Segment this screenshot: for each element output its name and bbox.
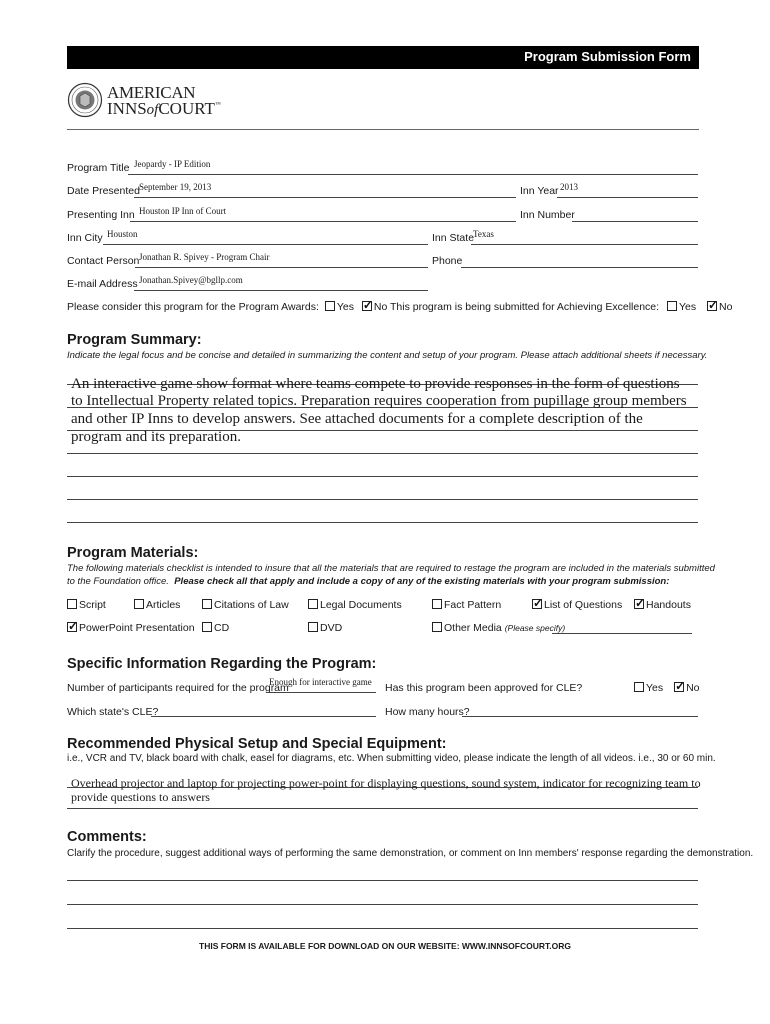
inn-state-label: Inn State	[432, 232, 475, 244]
handouts-checkbox[interactable]	[634, 599, 644, 609]
cle-no-checkbox[interactable]	[674, 682, 684, 692]
program-awards-yes-label: Yes	[336, 301, 354, 313]
date-presented-label: Date Presented	[67, 185, 140, 197]
email-field[interactable]	[134, 290, 428, 291]
inn-year-field[interactable]	[557, 197, 698, 198]
inn-city-field[interactable]	[103, 244, 428, 245]
other-media-checkbox[interactable]	[432, 622, 442, 632]
dvd-checkbox[interactable]	[308, 622, 318, 632]
material-option-fact-pattern[interactable]: Fact Pattern	[432, 599, 501, 611]
comments-line[interactable]	[67, 904, 698, 905]
material-option-handouts[interactable]: ✓ Handouts	[634, 599, 691, 611]
material-option-legal-documents[interactable]: Legal Documents	[308, 599, 402, 611]
summary-line[interactable]	[67, 522, 698, 523]
setup-text-line: Overhead projector and laptop for projecting power-point for displaying questions, sound system, indicator for recognizing team to	[71, 776, 701, 790]
articles-checkbox[interactable]	[134, 599, 144, 609]
material-option-list-of-questions[interactable]: ✓ List of Questions	[532, 599, 622, 611]
summary-line[interactable]	[67, 499, 698, 500]
list-of-questions-checkbox[interactable]	[532, 599, 542, 609]
comments-heading: Comments:	[67, 829, 147, 845]
physical-setup-heading: Recommended Physical Setup and Special Equipment:	[67, 736, 447, 752]
program-awards-no-label: No	[373, 301, 388, 313]
achieving-excellence-yes-checkbox[interactable]	[667, 301, 677, 311]
cle-no-label: No	[686, 682, 700, 694]
header-rule	[67, 129, 699, 130]
script-checkbox[interactable]	[67, 599, 77, 609]
logo-text-inns-of-court: INNSofCOURT™	[107, 99, 221, 118]
comments-line[interactable]	[67, 880, 698, 881]
inn-state-value: Texas	[473, 229, 494, 239]
cd-checkbox[interactable]	[202, 622, 212, 632]
program-awards-row	[67, 301, 387, 313]
comments-line[interactable]	[67, 928, 698, 929]
date-presented-field[interactable]	[134, 197, 516, 198]
program-summary-heading: Program Summary:	[67, 332, 202, 348]
program-title-value: Jeopardy - IP Edition	[134, 159, 211, 169]
contact-person-value: Jonathan R. Spivey - Program Chair	[139, 252, 270, 262]
program-awards-yes-checkbox[interactable]	[325, 301, 335, 311]
setup-text-line: provide questions to answers	[71, 790, 210, 804]
citations-checkbox[interactable]	[202, 599, 212, 609]
form-title-bar	[67, 46, 699, 69]
inn-state-field[interactable]	[471, 244, 698, 245]
summary-text-line: An interactive game show format where teams compete to provide responses in the form of questions	[71, 376, 680, 392]
logo-text-american: AMERICAN	[107, 83, 196, 102]
presenting-inn-field[interactable]	[130, 221, 516, 222]
summary-text-line: to Intellectual Property related topics. Preparation requires cooperation from pupillage group members	[71, 393, 687, 409]
comments-instruction: Clarify the procedure, suggest additional ways of performing the same demonstration, or comment on Inn members' response regarding the demonstration.	[67, 848, 754, 859]
footer-text: THIS FORM IS AVAILABLE FOR DOWNLOAD ON OUR WEBSITE: WWW.INNSOFCOURT.ORG	[199, 941, 571, 951]
participants-label: Number of participants required for the program	[67, 682, 289, 694]
program-materials-heading: Program Materials:	[67, 545, 199, 561]
summary-text-line: and other IP Inns to develop answers. See attached documents for a complete description of the	[71, 411, 643, 427]
inn-city-value: Houston	[107, 229, 138, 239]
material-option-other-media[interactable]: Other Media (Please specify)	[432, 622, 565, 634]
inn-year-value: 2013	[560, 182, 578, 192]
material-option-powerpoint[interactable]: ✓PowerPoint Presentation	[67, 622, 195, 634]
inn-number-label: Inn Number	[520, 209, 575, 221]
form-title: Program Submission Form	[524, 49, 691, 64]
material-option-citations[interactable]: Citations of Law	[202, 599, 289, 611]
material-option-script[interactable]: Script	[67, 599, 106, 611]
material-option-articles[interactable]: Articles	[134, 599, 180, 611]
cle-hours-label: How many hours?	[385, 706, 470, 718]
inn-city-label: Inn City	[67, 232, 103, 244]
cle-state-field[interactable]	[151, 716, 376, 717]
inn-year-label: Inn Year	[520, 185, 559, 197]
program-title-field[interactable]	[128, 174, 698, 175]
cle-hours-field[interactable]	[462, 716, 698, 717]
program-awards-no-checkbox[interactable]	[362, 301, 372, 311]
presenting-inn-value: Houston IP Inn of Court	[139, 206, 227, 216]
achieving-excellence-question: This program is being submitted for Achieving Excellence:	[390, 301, 660, 313]
achieving-excellence-no-label: No	[719, 301, 733, 313]
summary-line[interactable]	[67, 476, 698, 477]
legal-documents-checkbox[interactable]	[308, 599, 318, 609]
specific-information-heading: Specific Information Regarding the Program:	[67, 656, 377, 672]
program-awards-question: Please consider this program for the Program Awards:	[67, 301, 319, 313]
phone-field[interactable]	[461, 267, 698, 268]
summary-line[interactable]	[67, 453, 698, 454]
fact-pattern-checkbox[interactable]	[432, 599, 442, 609]
program-title-label: Program Title	[67, 162, 130, 174]
achieving-excellence-yes-label: Yes	[678, 301, 697, 313]
material-option-dvd[interactable]: DVD	[308, 622, 342, 634]
inn-number-field[interactable]	[572, 221, 698, 222]
material-option-cd[interactable]: CD	[202, 622, 229, 634]
logo	[67, 82, 247, 122]
summary-text-line: program and its preparation.	[71, 429, 241, 445]
email-value: Jonathan.Spivey@bgllp.com	[139, 275, 243, 285]
cle-yes-checkbox[interactable]	[634, 682, 644, 692]
cle-yes-label: Yes	[646, 682, 664, 694]
date-presented-value: September 19, 2013	[139, 182, 212, 192]
email-label: E-mail Address	[67, 278, 138, 290]
phone-label: Phone	[432, 255, 463, 267]
setup-line[interactable]	[67, 808, 698, 809]
contact-person-field[interactable]	[135, 267, 428, 268]
other-media-field[interactable]	[552, 633, 692, 634]
participants-value: Enough for interactive game	[269, 677, 372, 687]
program-summary-instruction: Indicate the legal focus and be concise and detailed in summarizing the content and setup of your program. Please attach additional sheets if necessary.	[67, 350, 708, 361]
physical-setup-instruction: i.e., VCR and TV, black board with chalk, easel for diagrams, etc. When submitting video, please indicate the length of all videos. i.e., 30 or 60 min.	[67, 753, 716, 764]
program-materials-instruction: The following materials checklist is intended to insure that all the materials that are required to restage the program are included in the materials submitted	[67, 563, 715, 574]
contact-person-label: Contact Person	[67, 255, 140, 267]
cle-approved-options	[634, 682, 700, 694]
cle-approved-label: Has this program been approved for CLE?	[385, 682, 583, 694]
seal-icon	[67, 82, 103, 118]
achieving-excellence-row	[390, 301, 732, 313]
achieving-excellence-no-checkbox[interactable]	[707, 301, 717, 311]
program-materials-instruction-2: to the Foundation office. Please check all that apply and include a copy of any of the existing materials with your program submission:	[67, 576, 670, 587]
participants-field[interactable]	[266, 692, 376, 693]
powerpoint-checkbox[interactable]	[67, 622, 77, 632]
presenting-inn-label: Presenting Inn	[67, 209, 135, 221]
cle-state-label: Which state's CLE?	[67, 706, 159, 718]
